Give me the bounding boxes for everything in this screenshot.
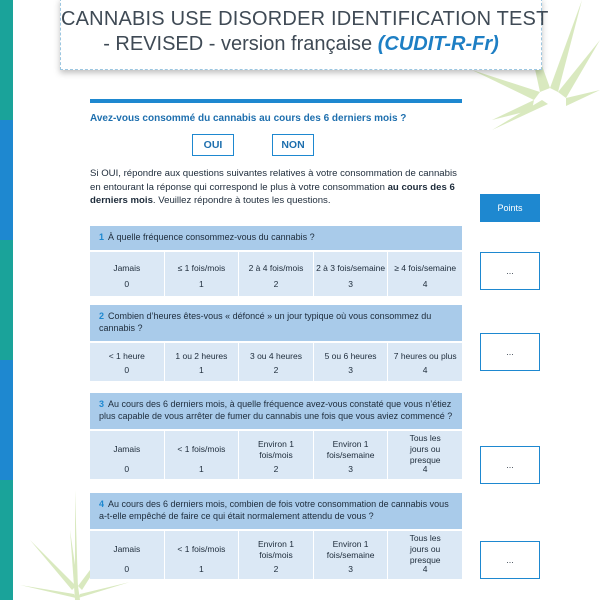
answer-option[interactable] [165, 431, 239, 479]
answer-option[interactable] [314, 531, 388, 579]
answer-option[interactable] [314, 431, 388, 479]
question-1 [90, 226, 462, 296]
answer-option[interactable] [388, 531, 462, 579]
answer-score: 3 [348, 464, 353, 474]
question-header [90, 493, 462, 529]
question-header [90, 393, 462, 429]
answer-score: 4 [422, 564, 428, 574]
answer-row [90, 252, 462, 296]
answer-row [90, 431, 462, 479]
answer-label: ≥ 4 fois/semaine [394, 262, 457, 273]
answer-label: < 1 fois/mois [177, 444, 226, 454]
answer-option[interactable] [314, 252, 388, 296]
answer-option[interactable] [239, 531, 313, 579]
side-strip-teal-3 [0, 480, 13, 600]
answer-label: 7 heures ou plus [393, 350, 457, 361]
intro-question: Avez-vous consommé du cannabis au cours des 6 derniers mois ? [90, 113, 407, 124]
answer-score: 2 [273, 365, 279, 375]
answer-label: Tous les jours ou presque [409, 433, 441, 465]
question-text: Au cours des 6 derniers mois, à quelle fréquence avez-vous constaté que vous n’étiez plus capable de vous arrêter de fumer du cannabis une fois que vous aviez commencé ? [99, 399, 453, 421]
answer-score: 1 [199, 564, 204, 574]
answer-option[interactable] [165, 343, 239, 381]
answer-score: 1 [199, 279, 204, 289]
side-strip-blue-2 [0, 360, 13, 480]
instructions-part2: . Veuillez répondre à toutes les questions. [152, 195, 331, 206]
answer-label: 5 ou 6 heures [324, 350, 377, 361]
answer-score: 4 [422, 365, 428, 375]
score-input-2[interactable]: ... [480, 333, 540, 371]
answer-option[interactable] [239, 252, 313, 296]
answer-score: 2 [273, 464, 279, 474]
section-divider [90, 99, 462, 103]
answer-score: 4 [422, 464, 428, 474]
answer-score: 2 [273, 279, 279, 289]
answer-label: < 1 fois/mois [177, 544, 226, 554]
answer-score: 3 [348, 365, 353, 375]
instructions-part1: Si OUI, répondre aux questions suivantes relatives à votre consommation de cannabis en entourant la réponse qui correspond le plus à votre consommation [90, 168, 457, 193]
answer-label: Jamais [113, 444, 141, 454]
page-title: CANNABIS USE DISORDER IDENTIFICATION TEST [61, 8, 549, 30]
answer-option[interactable] [90, 343, 164, 381]
answer-score: 2 [273, 564, 279, 574]
answer-label: 2 à 3 fois/semaine [316, 262, 386, 273]
title-card [60, 0, 549, 70]
instructions-bold: au cours des 6 derniers mois [90, 181, 455, 206]
yes-button[interactable]: OUI [192, 134, 234, 156]
answer-label: Jamais [113, 262, 141, 273]
answer-option[interactable] [90, 431, 164, 479]
answer-label: Environ 1 fois/mois [258, 438, 294, 460]
question-text: À quelle fréquence consommez-vous du cannabis ? [108, 232, 315, 242]
page-subtitle [61, 33, 541, 56]
answer-option[interactable] [388, 343, 462, 381]
answer-row [90, 343, 462, 381]
question-2 [90, 305, 462, 381]
question-text: Au cours des 6 derniers mois, combien de fois votre consommation de cannabis vous a-t-elle empêché de faire ce qui était normalement attendu de vous ? [99, 499, 449, 521]
answer-label: 2 à 4 fois/mois [248, 262, 304, 273]
question-number: 4 [99, 499, 105, 509]
question-header [90, 305, 462, 341]
answer-option[interactable] [165, 531, 239, 579]
answer-label: ≤ 1 fois/mois [177, 262, 226, 273]
answer-score: 3 [348, 564, 353, 574]
subtitle-acronym: (CUDIT-R-Fr) [377, 33, 499, 55]
answer-option[interactable] [239, 343, 313, 381]
answer-score: 0 [124, 464, 130, 474]
question-number: 2 [99, 311, 105, 321]
answer-label: Tous les jours ou presque [409, 533, 441, 565]
answer-option[interactable] [90, 531, 164, 579]
answer-label: < 1 heure [108, 350, 145, 361]
answer-option[interactable] [388, 252, 462, 296]
answer-label: Environ 1 fois/mois [258, 538, 294, 560]
answer-option[interactable] [388, 431, 462, 479]
answer-label: 3 ou 4 heures [249, 350, 302, 361]
answer-option[interactable] [239, 431, 313, 479]
no-button[interactable]: NON [272, 134, 314, 156]
answer-score: 4 [422, 279, 428, 289]
points-header: Points [480, 194, 540, 222]
side-strip-blue-1 [0, 120, 13, 240]
question-number: 3 [99, 399, 105, 409]
answer-score: 3 [348, 279, 353, 289]
score-input-4[interactable]: ... [480, 541, 540, 579]
question-header [90, 226, 462, 250]
answer-option[interactable] [90, 252, 164, 296]
answer-label: Environ 1 fois/semaine [326, 538, 375, 560]
question-4 [90, 493, 462, 579]
answer-label: Environ 1 fois/semaine [326, 438, 375, 460]
side-strip-teal-1 [0, 0, 13, 120]
answer-option[interactable] [314, 343, 388, 381]
subtitle-text: - REVISED - version française [103, 33, 378, 55]
answer-score: 1 [199, 464, 204, 474]
question-3 [90, 393, 462, 479]
answer-score: 0 [124, 564, 130, 574]
question-number: 1 [99, 232, 105, 242]
score-input-3[interactable]: ... [480, 446, 540, 484]
score-input-1[interactable]: ... [480, 252, 540, 290]
instructions-text [90, 167, 465, 208]
answer-score: 0 [124, 279, 130, 289]
question-text: Combien d’heures êtes-vous « défoncé » un jour typique où vous consommez du cannabis ? [99, 311, 432, 333]
answer-label: Jamais [113, 544, 141, 554]
answer-score: 0 [124, 365, 130, 375]
answer-option[interactable] [165, 252, 239, 296]
answer-label: 1 ou 2 heures [175, 350, 228, 361]
answer-row [90, 531, 462, 579]
side-strip-teal-2 [0, 240, 13, 360]
answer-score: 1 [199, 365, 204, 375]
